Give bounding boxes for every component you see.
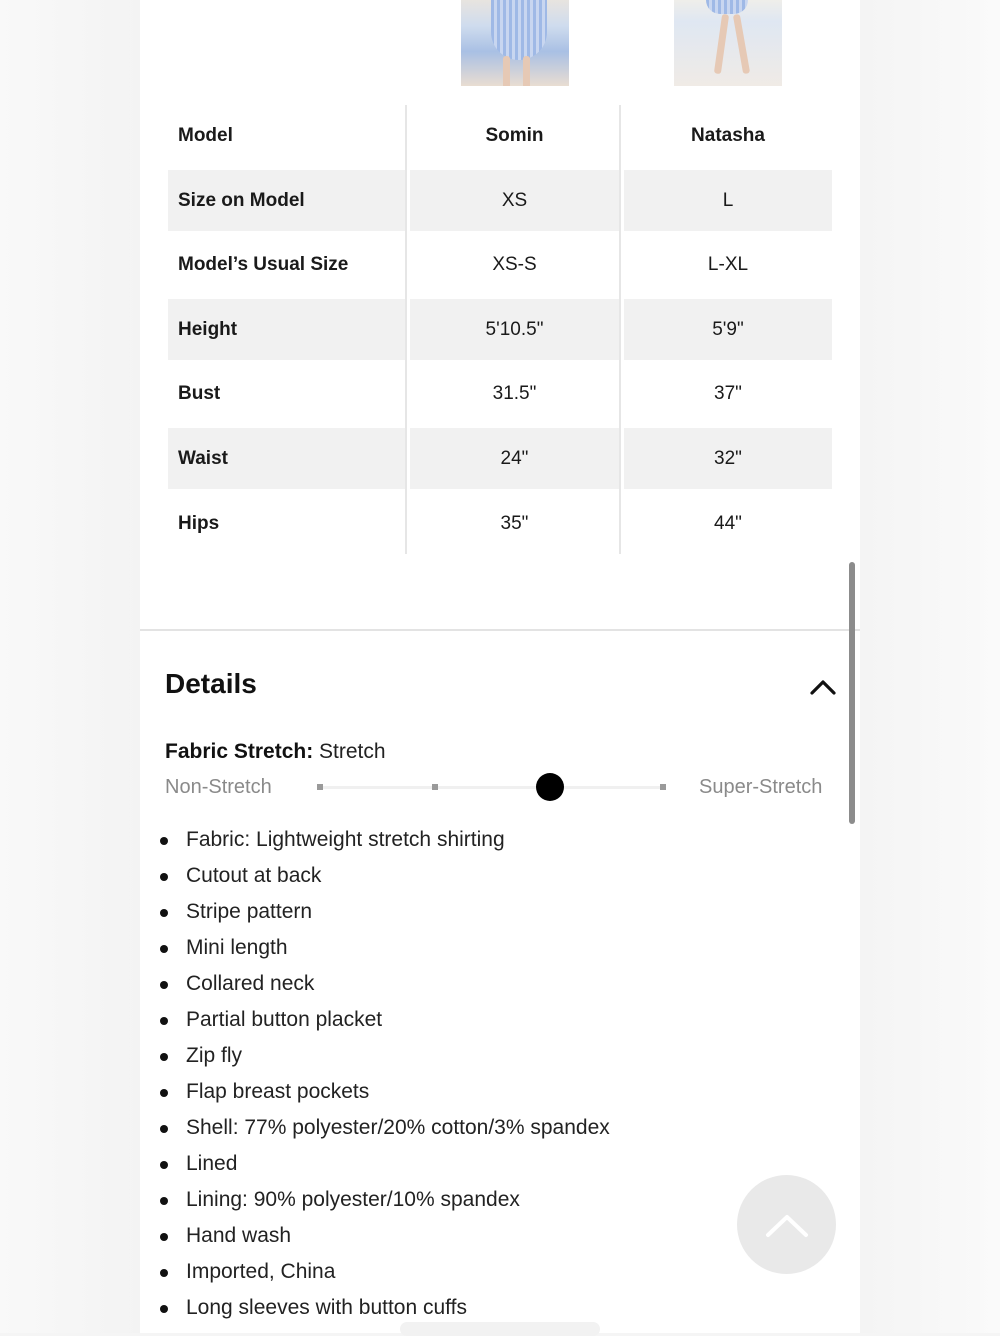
back-to-top-button[interactable]: [737, 1175, 836, 1274]
list-item: Hand wash: [140, 1218, 740, 1254]
row-value-somin: 24": [410, 428, 619, 489]
row-label: Size on Model: [168, 170, 405, 231]
row-value-natasha: L-XL: [707, 253, 749, 275]
row-value-somin: 5'10.5": [410, 299, 619, 360]
list-item: Shell: 77% polyester/20% cotton/3% spandex: [140, 1110, 740, 1146]
table-row: [168, 428, 832, 489]
table-row: [168, 234, 832, 295]
details-heading: Details: [165, 668, 257, 699]
list-item: Stripe pattern: [140, 894, 740, 930]
table-row: [168, 363, 832, 424]
row-label: Model’s Usual Size: [178, 253, 349, 275]
stretch-scale-min: Non-Stretch: [165, 776, 272, 798]
dress-illustration: [706, 0, 748, 14]
chevron-up-icon[interactable]: [810, 678, 836, 696]
feature-list: [140, 822, 740, 1326]
row-value-natasha: 32": [624, 428, 832, 489]
row-value-somin: 31.5": [492, 382, 537, 404]
table-header-row: [168, 105, 832, 166]
stretch-level-indicator: [536, 773, 564, 801]
row-value-natasha: 37": [714, 382, 742, 404]
header-model-somin: Somin: [485, 124, 544, 146]
list-item: Long sleeves with button cuffs: [140, 1290, 740, 1326]
header-label: Model: [178, 124, 233, 146]
list-item: Lined: [140, 1146, 740, 1182]
chevron-up-icon: [765, 1212, 809, 1238]
column-divider: [405, 105, 407, 554]
stretch-scale-tick: [432, 784, 438, 790]
list-item: Zip fly: [140, 1038, 740, 1074]
fabric-stretch-title: Fabric Stretch:: [165, 740, 314, 763]
table-row: [168, 170, 832, 231]
list-item: Imported, China: [140, 1254, 740, 1290]
list-item: Partial button placket: [140, 1002, 740, 1038]
row-label: Bust: [178, 382, 221, 404]
row-value-somin: 35": [500, 512, 529, 534]
list-item: Lining: 90% polyester/10% spandex: [140, 1182, 740, 1218]
row-value-natasha: 44": [714, 512, 742, 534]
row-label: Hips: [178, 512, 220, 534]
scrollbar[interactable]: [849, 562, 855, 824]
background-right: [860, 0, 1000, 1333]
stretch-scale-tick: [317, 784, 323, 790]
fabric-stretch-value: Stretch: [319, 740, 386, 763]
model-photo-natasha[interactable]: [674, 0, 782, 86]
row-label: Waist: [168, 428, 405, 489]
stretch-scale-max: Super-Stretch: [699, 776, 823, 798]
row-value-somin: XS: [410, 170, 619, 231]
row-value-natasha: L: [624, 170, 832, 231]
model-photo-somin[interactable]: [461, 0, 569, 86]
fabric-stretch-label: [165, 740, 386, 764]
leg: [503, 56, 510, 86]
stretch-scale-tick: [660, 784, 666, 790]
leg: [523, 56, 530, 86]
row-value-somin: XS-S: [492, 253, 537, 275]
row-value-natasha: 5'9": [624, 299, 832, 360]
row-label: Height: [168, 299, 405, 360]
leg: [733, 14, 750, 74]
leg: [714, 14, 729, 74]
section-divider: [140, 629, 860, 631]
table-row: [168, 493, 832, 554]
product-page: [140, 0, 860, 1333]
background-left: [0, 0, 140, 1333]
list-item: Flap breast pockets: [140, 1074, 740, 1110]
list-item: Collared neck: [140, 966, 740, 1002]
column-divider: [619, 105, 621, 554]
list-item: Mini length: [140, 930, 740, 966]
table-row: [168, 299, 832, 360]
dress-illustration: [491, 0, 547, 60]
header-model-natasha: Natasha: [691, 124, 765, 146]
home-indicator: [400, 1322, 600, 1336]
stretch-scale-track: [318, 786, 666, 789]
list-item: Fabric: Lightweight stretch shirting: [140, 822, 740, 858]
list-item: Cutout at back: [140, 858, 740, 894]
